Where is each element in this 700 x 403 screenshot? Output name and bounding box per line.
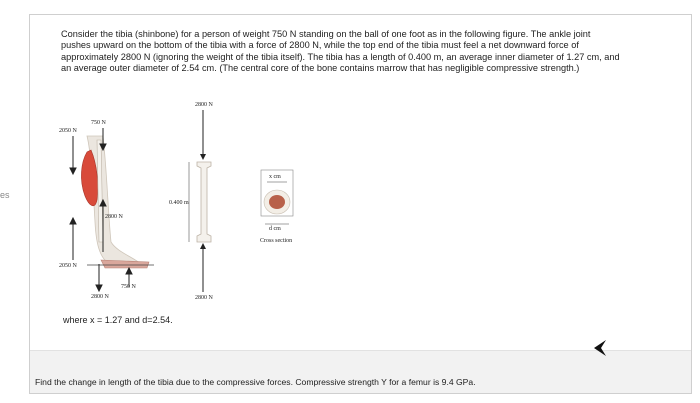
question-text: Find the change in length of the tibia due to the compressive forces. Compressive strength Y for a femur is 9.4 GPa. (35, 377, 476, 387)
where-text: where x = 1.27 and d=2.54. (63, 315, 173, 325)
label-2050-bottom: 2050 N (59, 263, 77, 269)
label-2050-top: 2050 N (59, 128, 77, 134)
label-x-cm: x cm (269, 174, 281, 180)
label-2800-top: 2800 N (195, 102, 213, 108)
label-750-bottom: 750 N (121, 284, 136, 290)
label-2800-mid: 2800 N (105, 214, 123, 220)
foot (101, 260, 149, 268)
edge-fragment: es (0, 190, 10, 200)
label-length: 0.400 m (169, 200, 189, 206)
label-d-cm: d cm (269, 226, 281, 232)
label-750-top: 750 N (91, 120, 106, 126)
leg-diagram (81, 136, 154, 268)
label-2800-bottom: 2800 N (195, 295, 213, 301)
tibia-figure (29, 92, 299, 312)
label-2800-bottom-left: 2800 N (91, 294, 109, 300)
problem-text: Consider the tibia (shinbone) for a person of weight 750 N standing on the ball of one foot as in the following figure. The ankle joint pushes upward on the bottom of the tibia with a force of 2800 N, while the top end of the tibia must feel a net downward force of approximately 2800 N (ignoring the weight of the tibia itself). The tibia has a length of 0.400 m, an average inner diameter of 1.27 cm, and an average outer diameter of 2.54 cm. (The central core of the bone contains marrow that has negligible compressive strength.) (61, 29, 620, 74)
tibia-free-body (189, 110, 211, 292)
mouse-pointer-icon (592, 339, 608, 357)
label-cross-section: Cross section (260, 238, 293, 244)
